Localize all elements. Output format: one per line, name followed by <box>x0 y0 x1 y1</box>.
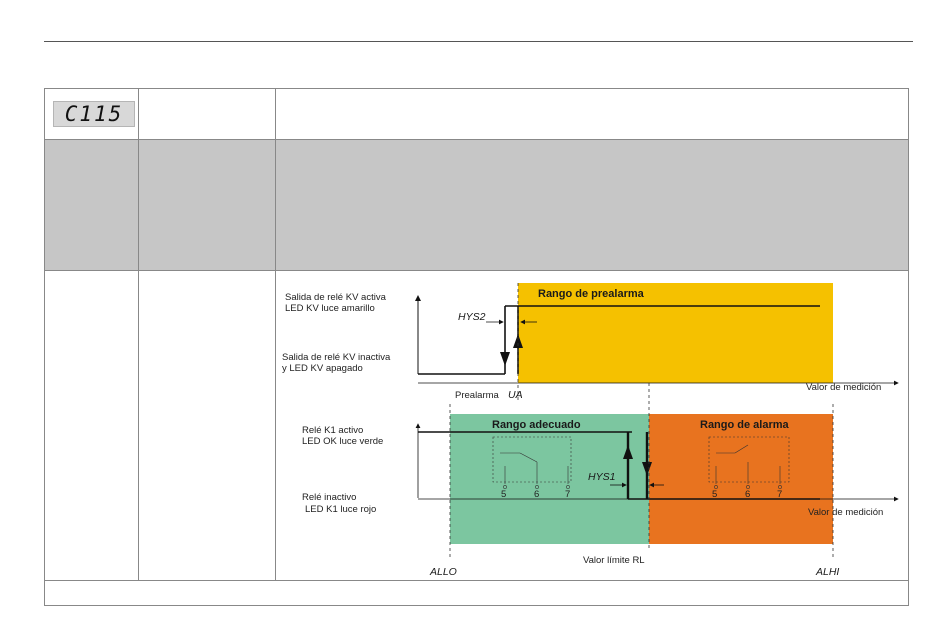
prealarm-marker: Prealarma <box>455 390 499 401</box>
ok-zone <box>450 414 649 544</box>
prealarm-zone-label: Rango de prealarma <box>538 288 644 300</box>
terminal-7-ok: 7 <box>565 489 571 500</box>
hys1-label: HYS1 <box>588 471 616 483</box>
k1-active-line-2: LED OK luce verde <box>302 436 384 447</box>
ok-zone-label: Rango adecuado <box>492 419 581 431</box>
kv-active-line-2: LED KV luce amarillo <box>285 303 375 314</box>
k1-inactive-line-1: Relé inactivo <box>302 492 357 503</box>
terminal-6-alarm: 6 <box>745 489 751 500</box>
terminal-6-ok: 6 <box>534 489 540 500</box>
prealarm-code: UA <box>508 389 523 401</box>
axis-lower-label: Valor de medición <box>808 507 884 518</box>
alhi-label: ALHI <box>816 566 840 578</box>
hys2-label: HYS2 <box>458 311 486 323</box>
arrow-down-upper <box>500 352 510 366</box>
allo-label: ALLO <box>430 566 457 578</box>
limit-label: Valor límite RL <box>583 555 645 566</box>
kv-active-line-1: Salida de relé KV activa <box>285 292 386 303</box>
alarm-zone <box>649 414 833 544</box>
lcd-code: C115 <box>64 102 124 126</box>
kv-inactive-line-1: Salida de relé KV inactiva <box>282 352 391 363</box>
k1-active-line-1: Relé K1 activo <box>302 425 364 436</box>
terminal-7-alarm: 7 <box>777 489 783 500</box>
k1-inactive-line-2: LED K1 luce rojo <box>305 504 377 515</box>
alarm-zone-label: Rango de alarma <box>700 419 789 431</box>
terminal-5-ok: 5 <box>501 489 507 500</box>
axis-upper-label: Valor de medición <box>806 382 882 393</box>
kv-inactive-line-2: y LED KV apagado <box>282 363 363 374</box>
terminal-5-alarm: 5 <box>712 489 718 500</box>
